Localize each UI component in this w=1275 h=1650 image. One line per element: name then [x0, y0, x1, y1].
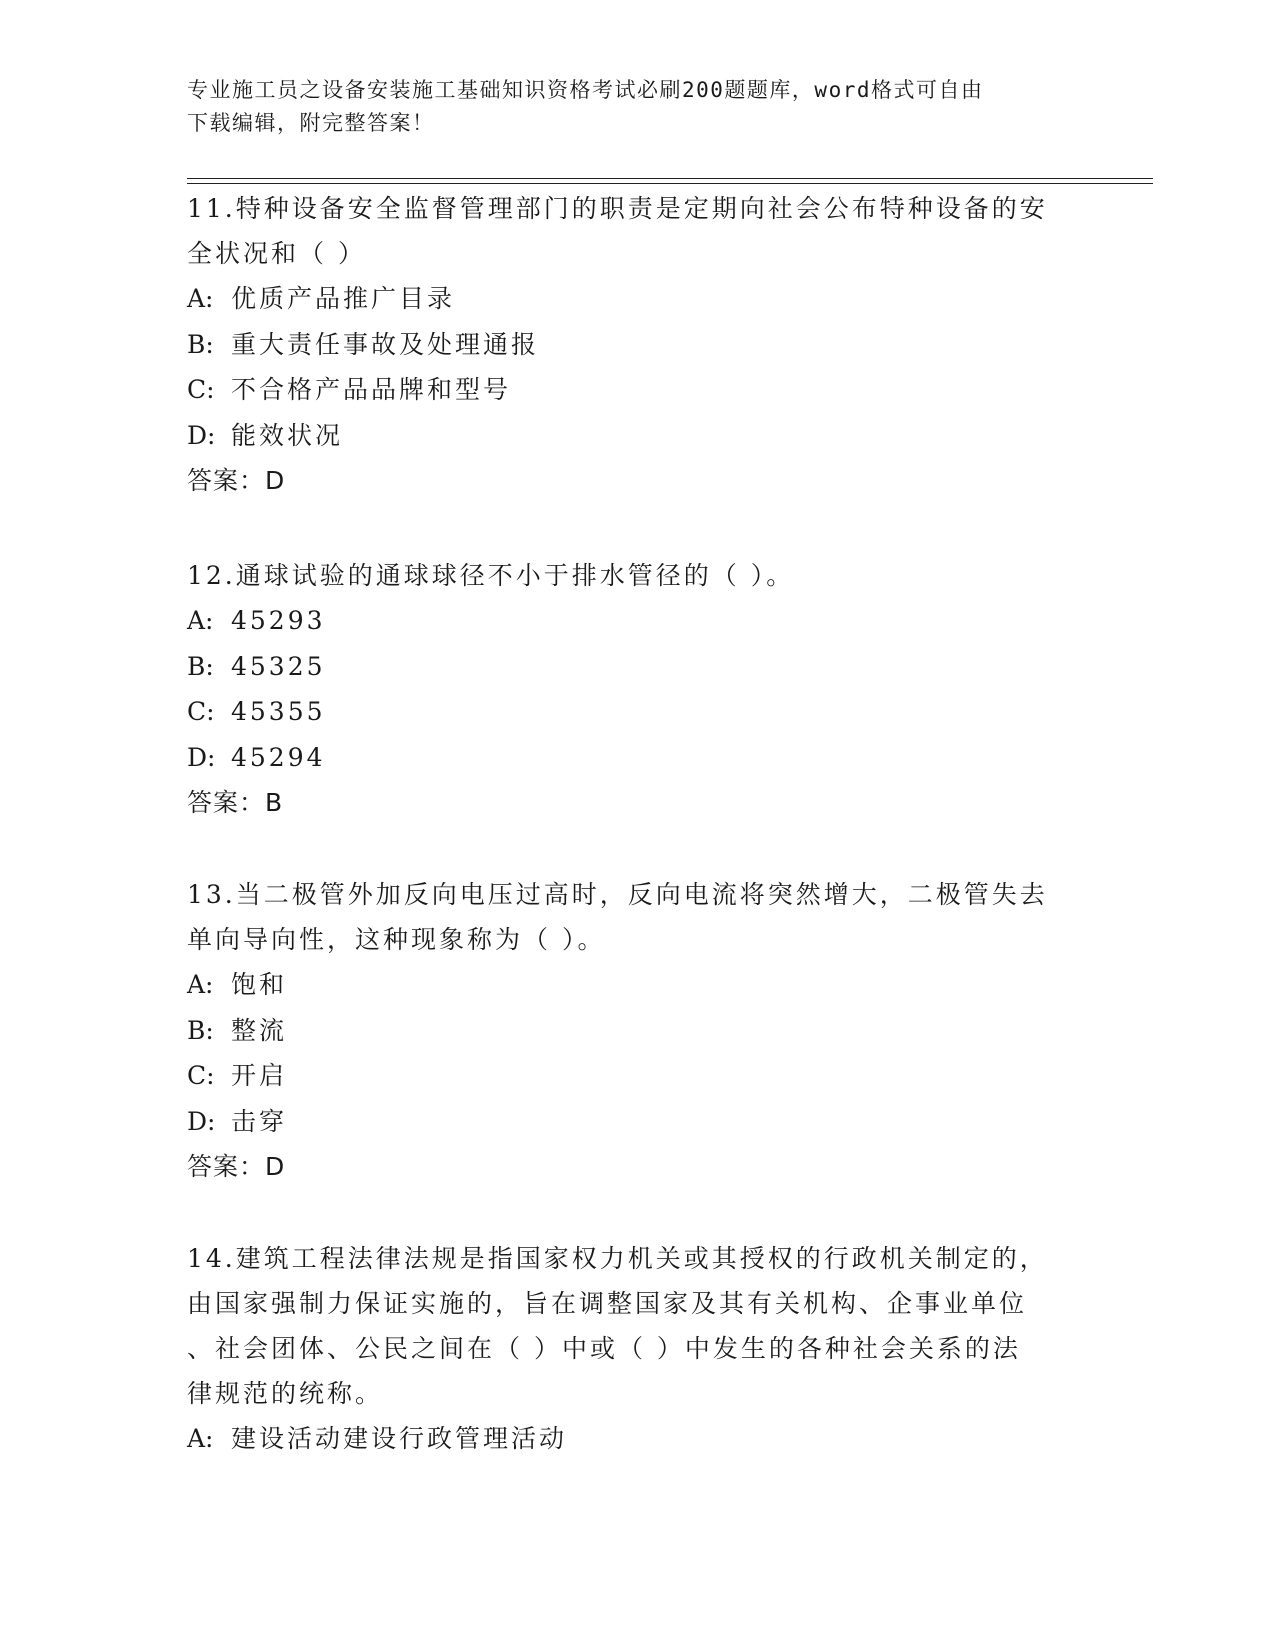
option-text: 优质产品推广目录 — [231, 284, 456, 313]
option-d — [187, 1099, 1067, 1145]
option-key: B: — [187, 651, 214, 681]
option-key: C: — [187, 375, 215, 404]
option-a — [187, 962, 1067, 1008]
option-key: B: — [187, 329, 214, 359]
option-b — [187, 644, 1067, 690]
question-stem — [187, 553, 1067, 598]
option-a — [187, 1416, 1067, 1462]
question-stem-line: 13.当二极管外加反向电压过高时，反向电流将突然增大，二极管失去 — [187, 880, 1048, 909]
option-key: A: — [187, 970, 214, 999]
question-stem-line: 由国家强制力保证实施的，旨在调整国家及其有关机构、企事业单位 — [187, 1289, 1028, 1318]
question-stem — [187, 1236, 1067, 1416]
option-key: A: — [187, 284, 214, 313]
option-a — [187, 276, 1067, 322]
option-text: 45294 — [231, 742, 326, 772]
option-text: 45325 — [231, 651, 326, 681]
question-stem-line: 律规范的统称。 — [187, 1379, 384, 1408]
option-key: D: — [187, 420, 216, 450]
option-b — [187, 322, 1067, 368]
option-d — [187, 413, 1067, 459]
option-text: 45293 — [231, 606, 326, 635]
option-text: 开启 — [231, 1061, 288, 1090]
option-key: B: — [187, 1015, 214, 1045]
option-key: A: — [187, 1424, 214, 1453]
option-text: 建设活动建设行政管理活动 — [231, 1424, 568, 1453]
question-11 — [187, 186, 1067, 503]
option-text: 不合格产品品牌和型号 — [231, 375, 512, 404]
header-divider-top — [187, 178, 1153, 179]
question-stem-line: 全状况和（ ） — [187, 239, 366, 268]
option-key: A: — [187, 606, 214, 635]
option-b — [187, 1008, 1067, 1054]
option-text: 能效状况 — [231, 420, 344, 450]
option-text: 45355 — [231, 697, 326, 726]
question-stem — [187, 872, 1067, 962]
question-stem-line: 11.特种设备安全监督管理部门的职责是定期向社会公布特种设备的安 — [187, 194, 1048, 223]
option-text: 击穿 — [231, 1106, 288, 1136]
answer-line: 答案：B — [187, 788, 284, 817]
question-stem-line: 、社会团体、公民之间在（ ）中或（ ）中发生的各种社会关系的法 — [187, 1334, 1021, 1363]
option-a — [187, 598, 1067, 644]
question-stem-line: 14.建筑工程法律法规是指国家权力机关或其授权的行政机关制定的， — [187, 1244, 1048, 1273]
option-key: C: — [187, 1061, 215, 1090]
option-key: C: — [187, 697, 215, 726]
option-d — [187, 735, 1067, 781]
option-text: 整流 — [231, 1015, 288, 1045]
option-text: 重大责任事故及处理通报 — [231, 329, 540, 359]
option-c — [187, 689, 1067, 735]
answer-line: 答案：D — [187, 1152, 286, 1181]
question-stem-line: 12.通球试验的通球球径不小于排水管径的（ ）。 — [187, 561, 795, 590]
question-stem — [187, 186, 1067, 276]
question-13 — [187, 872, 1067, 1189]
header-title-line-2: 下载编辑，附完整答案！ — [187, 111, 435, 135]
option-c — [187, 1053, 1067, 1099]
option-c — [187, 367, 1067, 413]
document-header — [187, 74, 1067, 140]
question-14 — [187, 1236, 1067, 1462]
answer-line: 答案：D — [187, 466, 286, 495]
header-divider-bottom — [187, 183, 1153, 184]
option-text: 饱和 — [231, 970, 288, 999]
option-key: D: — [187, 1106, 216, 1136]
header-title-line-1: 专业施工员之设备安装施工基础知识资格考试必刷200题题库，word格式可自由 — [187, 78, 984, 102]
question-12 — [187, 553, 1067, 825]
question-stem-line: 单向导向性，这种现象称为（ ）。 — [187, 925, 606, 954]
option-key: D: — [187, 742, 216, 772]
